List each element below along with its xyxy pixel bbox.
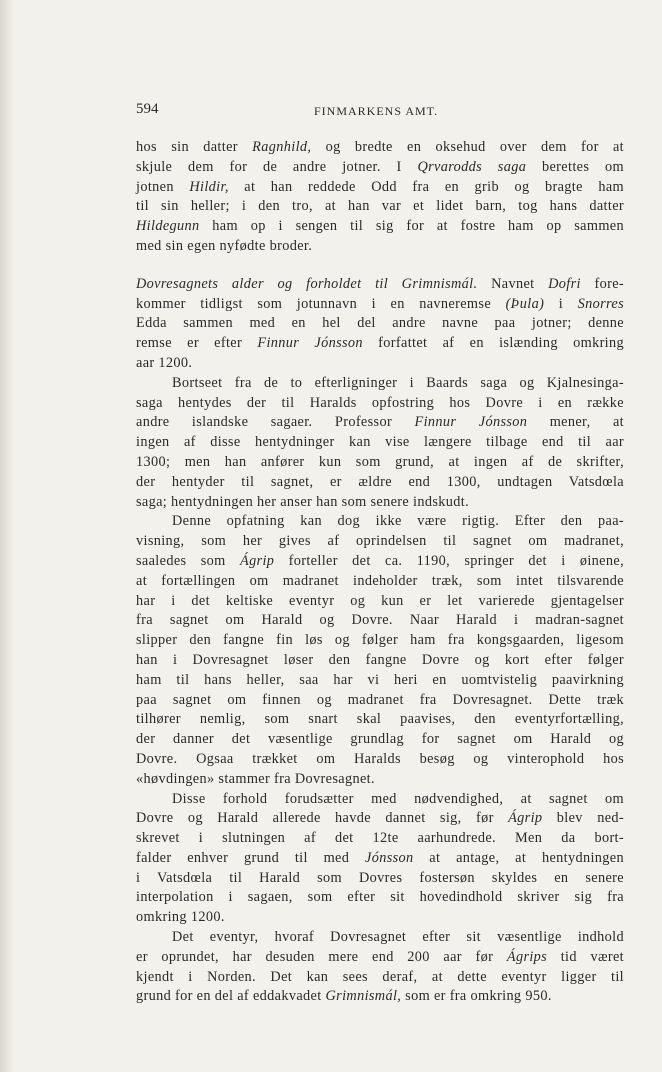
text-run: han i Dovresagnet løser den fangne Dovre og kort efter følger [136,651,624,668]
text-run: fra sagnet om Harald og Dovre. Naar Harald i madran-sagnet [136,612,624,629]
italic-run: Qrvarodds saga [417,158,527,175]
paragraph [136,138,624,257]
text-run: Navnet [477,275,549,292]
page-header [136,101,624,123]
text-run: hos sin datter [136,139,253,155]
text-line [136,197,624,217]
italic-run: Hildegunn [136,218,200,235]
text-run: skjule dem for de andre jotner. I [136,158,418,175]
text-run: at antage, at hentydningen [413,849,624,866]
text-line [136,869,624,889]
paragraph [136,790,624,929]
text-line [136,671,624,691]
italic-run: Dovresagnets alder og forholdet til Grimnismál. [136,275,478,292]
text-line [136,849,624,869]
italic-run: Grimnismál, [325,988,402,1005]
text-run: ham op i sengen til sig for at fostre ham op sammen [199,218,624,235]
text-line [136,178,624,198]
text-run: Dovre. Ogsaa trækket om Haralds besøg og vinterophold hos [136,750,624,767]
text-line [136,394,624,414]
text-run: i [544,295,578,312]
text-line [136,217,624,237]
italic-run: Hildir, [189,178,229,195]
text-run: berettes om [526,158,624,175]
text-run: at han reddede Odd fra en grib og bragte ham [228,178,625,195]
text-line [136,453,624,473]
text-line [136,354,624,374]
text-line [136,770,624,790]
text-line [136,730,624,750]
text-run: «høvdingen» stammer fra Dovresagnet. [136,770,375,787]
text-line [136,532,624,552]
text-run: ham til hans heller, saa har vi heri en uomtvistelig paavirkning [136,671,624,688]
text-run: forteller det ca. 1190, springer det i øinene, [274,552,624,569]
text-line [136,473,624,493]
text-run: Det eventyr, hvoraf Dovresagnet efter sit væsentlige indhold [172,929,624,946]
text-line [136,691,624,711]
text-line [136,433,624,453]
text-run: i Vatsdœla til Harald som Dovres fostersøn skyldes en senere [136,869,624,886]
text-run: der hentyder til sagnet, er ældre end 1300, undtagen Vatsdœla [136,473,624,490]
paragraph [136,512,624,789]
italic-run: Ágrips [506,948,548,965]
text-line [136,592,624,612]
body-text [136,138,624,1007]
text-run: interpolation i sagaen, som efter sit hovedindhold skriver sig fra [136,889,624,906]
text-run: saaledes som [136,552,240,569]
text-run: Dovre og Harald allerede havde dannet sig, før [136,810,509,827]
text-line [136,631,624,651]
text-run: med sin egen nyfødte broder. [136,237,313,254]
text-line [136,829,624,849]
text-line [136,750,624,770]
italic-run: Ragnhild, [252,139,312,155]
text-run: er oprundet, har desuden mere end 200 aar før [136,948,507,965]
paragraph [136,275,624,374]
text-run: jotnen [136,178,190,195]
text-line [136,987,624,1007]
text-run: skrevet i slutningen af det 12te aarhundrede. Men da bort- [136,830,624,847]
text-line [136,948,624,968]
text-line [136,334,624,354]
text-run: saga; hentydningen her anser han som senere indskudt. [136,493,469,510]
text-run: blev ned- [542,810,624,827]
text-line [136,790,624,810]
text-line [136,295,624,315]
text-line [136,572,624,592]
text-run: forfattet af en islænding omkring [362,335,624,352]
text-line [136,275,624,295]
text-line [136,314,624,334]
text-run: at fortællingen om madranet indeholder træk, som intet tilsvarende [136,572,624,589]
text-run: paa sagnet om finnen og madranet fra Dovresagnet. Dette træk [136,691,624,708]
text-run: og bredte en oksehud over dem for at [311,139,624,155]
text-line [136,237,624,257]
text-run: Denne opfatning kan dog ikke være rigtig. Efter den paa- [172,513,624,530]
italic-run: Ágrip [239,552,275,569]
text-run: ingen af disse hentydninger kan vise længere tilbage end til aar [136,434,624,451]
text-line [136,651,624,671]
text-line [136,928,624,948]
italic-run: (Þula) [505,295,545,312]
text-run: der danner det væsentlige grundlag for sagnet om Harald og [136,731,624,748]
italic-run: Dofri [548,275,581,292]
text-run: til sin heller; i den tro, at han var et lidet barn, tog hans datter [136,198,624,215]
text-run: remse er efter [136,335,258,352]
text-line [136,374,624,394]
text-line [136,158,624,178]
text-run: omkring 1200. [136,909,225,926]
text-run: kommer tidligst som jotunnavn i en navneremse [136,295,506,312]
text-run: tilhører nemlig, som snart skal paavises, den eventyrfortælling, [136,711,624,728]
text-line [136,968,624,988]
italic-run: Finnur Jónsson [257,335,363,352]
text-line [136,908,624,928]
page-gutter-shadow [0,0,14,1072]
text-run: falder enhver grund til med [136,849,365,866]
text-line [136,552,624,572]
page-number: 594 [136,101,159,117]
text-line [136,710,624,730]
text-run: 1300; men han anfører kun som grund, at ingen af de skrifter, [136,453,624,470]
paragraph [136,374,624,513]
text-line [136,413,624,433]
italic-run: Ágrip [508,810,543,827]
text-run: Edda sammen med en hel del andre navne paa jotner; denne [136,315,624,332]
text-line [136,611,624,631]
text-line [136,888,624,908]
text-run: grund for en del af eddakvadet [136,988,326,1005]
text-run: mener, at [527,414,624,431]
text-run: kjendt i Norden. Det kan sees deraf, at dette eventyr ligger til [136,968,624,985]
text-line [136,138,624,158]
text-run: som er fra omkring 950. [401,988,552,1005]
text-run: Bortseet fra de to efterligninger i Baards saga og Kjalnesinga- [172,374,624,391]
text-run: fore- [580,275,625,292]
text-line [136,493,624,513]
text-run: Disse forhold forudsætter med nødvendighed, at sagnet om [172,790,624,807]
text-run: har i det keltiske eventyr og kun er let varierede gjentagelser [136,592,624,609]
paragraph [136,928,624,1007]
italic-run: Snorres [577,295,624,312]
text-run: aar 1200. [136,354,193,371]
text-run: slipper den fangne fin løs og følger ham fra kongsgaarden, ligesom [136,632,624,649]
running-title: FINMARKENS AMT. [314,104,439,118]
text-run: tid været [547,948,624,965]
italic-run: Jónsson [365,849,414,866]
text-line [136,512,624,532]
text-run: visning, som her gives af oprindelsen til sagnet om madranet, [136,533,624,550]
italic-run: Finnur Jónsson [414,414,528,431]
text-line [136,809,624,829]
text-run: saga hentydes der til Haralds opfostring hos Dovre i en række [136,394,624,411]
text-run: andre islandske sagaer. Professor [136,414,415,431]
